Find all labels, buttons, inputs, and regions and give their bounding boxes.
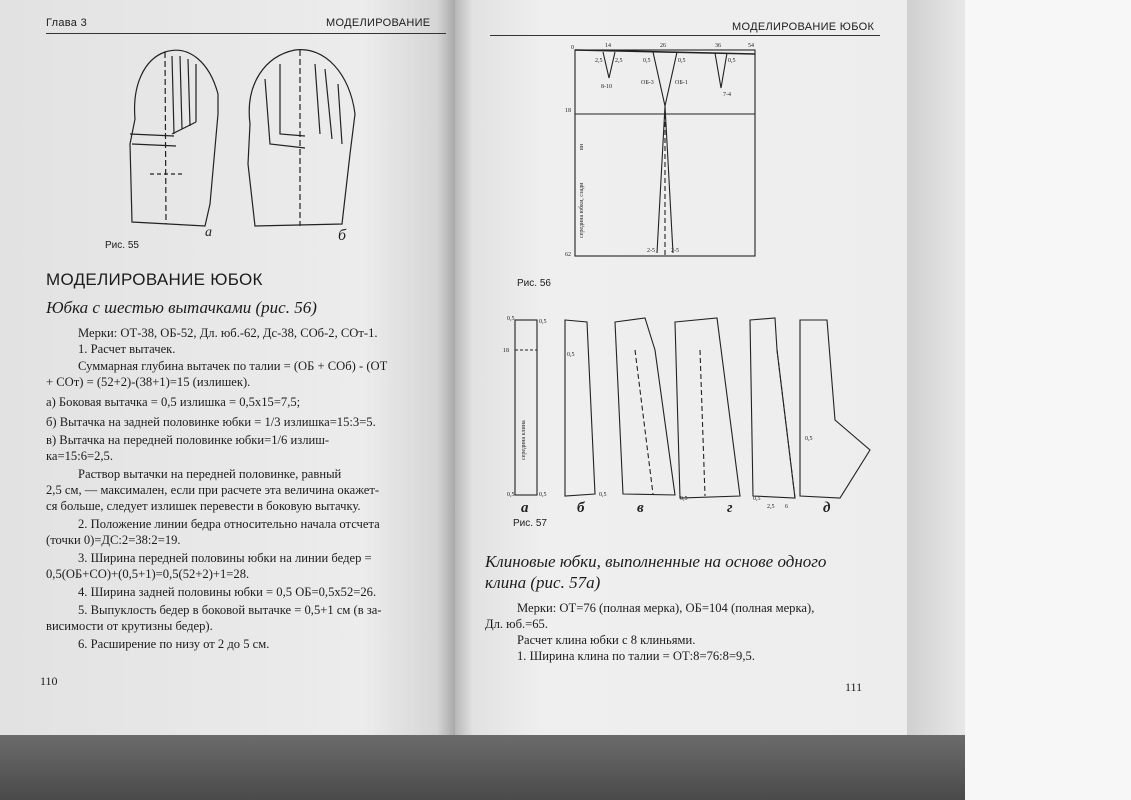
- text-line: Расчет клина юбки с 8 клиньями.: [517, 633, 696, 647]
- subsection-title: Юбка с шестью вытачками (рис. 56): [46, 298, 317, 317]
- text-line: б) Вытачка на задней половинке юбки = 1/3 излишка=15:3=5.: [46, 415, 376, 429]
- book-edge: [905, 0, 965, 800]
- fig57-label: 0,5: [507, 316, 515, 322]
- fig56-label: 8-10: [601, 84, 612, 90]
- fig57-label: 0,5: [507, 492, 515, 498]
- text-line: Дл. юб.=65.: [485, 617, 548, 631]
- subsection-title-cont: клина (рис. 57а): [485, 573, 601, 592]
- fig56-label: вн: [579, 143, 585, 150]
- fig57-label: 0,5: [805, 436, 813, 442]
- fig56-label: 36: [715, 43, 721, 49]
- fig56-label: ОБ-3: [641, 80, 654, 86]
- text-line: Раствор вытачки на передней половинке, равный: [78, 467, 342, 481]
- fig56-label: 0,5: [728, 58, 736, 64]
- fig57-label: 0,5: [599, 492, 607, 498]
- right-page: [455, 0, 907, 735]
- left-page: [0, 0, 455, 735]
- fig57-label: 0,5: [567, 352, 575, 358]
- header-rule: [490, 35, 880, 36]
- text-line: + СОт) = (52+2)-(38+1)=15 (излишек).: [46, 375, 251, 389]
- fig56-label: 2,5: [615, 58, 623, 64]
- running-head-title: МОДЕЛИРОВАНИЕ ЮБОК: [732, 21, 875, 33]
- text-line: 1. Расчет вытачек.: [78, 342, 176, 356]
- fig57-label: 6: [785, 504, 788, 510]
- fig57-label: 0,5: [753, 496, 761, 502]
- figure-57-gore-patterns: [495, 310, 895, 518]
- fig57-letter-d: д: [823, 500, 831, 516]
- fig57-letter-v: в: [637, 500, 644, 516]
- fig56-label: 2,5: [595, 58, 603, 64]
- text-line: висимости от крутизны бедер).: [46, 619, 213, 633]
- figure-55-caption: Рис. 55: [105, 240, 139, 251]
- text-line: а) Боковая вытачка = 0,5 излишка = 0,5х15=7,5;: [46, 395, 301, 409]
- page-number-right: 111: [845, 680, 863, 694]
- text-line: 3. Ширина передней половины юбки на линии бедер =: [78, 551, 372, 565]
- text-line: ся больше, следует излишек перевести в боковую вытачку.: [46, 499, 361, 513]
- section-title: МОДЕЛИРОВАНИЕ ЮБОК: [46, 270, 263, 289]
- fig57-label: 0,5: [539, 319, 547, 325]
- text-line: ка=15:6=2,5.: [46, 449, 114, 463]
- fig56-label: 2-5: [647, 248, 655, 254]
- fig57-letter-g: г: [727, 500, 733, 516]
- text-line: 1. Ширина клина по талии = ОТ:8=76:8=9,5.: [517, 649, 755, 663]
- fig56-label: середина юбки, сзади: [579, 182, 585, 238]
- running-head-title: МОДЕЛИРОВАНИЕ: [326, 17, 431, 29]
- header-rule: [46, 33, 446, 34]
- fig56-label: 18: [565, 108, 571, 114]
- fig56-label: 2-5: [671, 248, 679, 254]
- text-line: в) Вытачка на передней половинке юбки=1/6 излиш-: [46, 433, 330, 447]
- fig57-label: 18: [503, 348, 509, 354]
- text-line: 2,5 см, — максимален, если при расчете эта величина окажет-: [46, 483, 380, 497]
- fig56-label: 0: [571, 45, 574, 51]
- fig57-label: 2,5: [767, 504, 775, 510]
- figure-letter-b: б: [338, 227, 347, 244]
- text-line: Мерки: ОТ-38, ОБ-52, Дл. юб.-62, Дс-38, СОб-2, СОт-1.: [78, 326, 378, 340]
- fig56-label: 54: [748, 43, 754, 49]
- subsection-title: Клиновые юбки, выполненные на основе одного: [485, 552, 827, 571]
- figure-letter-a: а: [205, 225, 212, 240]
- text-line: 0,5(ОБ+СО)+(0,5+1)=0,5(52+2)+1=28.: [46, 567, 250, 581]
- book-bottom-edge: [0, 735, 965, 800]
- fig57-label: 0,5: [539, 492, 547, 498]
- fig57-letter-a: а: [521, 500, 529, 516]
- figure-57-caption: Рис. 57: [513, 518, 547, 529]
- fig57-letter-b: б: [577, 500, 585, 516]
- text-line: Суммарная глубина вытачек по талии = (ОБ + СОб) - (ОТ: [78, 359, 388, 373]
- text-line: (точки 0)=ДС:2=38:2=19.: [46, 533, 181, 547]
- figure-56-caption: Рис. 56: [517, 278, 551, 289]
- figure-55-sleeve-patterns: [110, 44, 410, 244]
- fig56-label: 62: [565, 252, 571, 258]
- page-number-left: 110: [40, 674, 58, 688]
- running-head-chapter: Глава 3: [46, 17, 87, 29]
- fig56-label: 14: [605, 43, 611, 49]
- text-line: 5. Выпуклость бедер в боковой вытачке = 0,5+1 см (в за-: [78, 603, 382, 617]
- fig56-label: ОБ-1: [675, 80, 688, 86]
- fig57-label: 0,5: [680, 496, 688, 502]
- fig56-label: 0,5: [678, 58, 686, 64]
- fig56-label: 7-4: [723, 92, 731, 98]
- text-line: 6. Расширение по низу от 2 до 5 см.: [78, 637, 270, 651]
- text-line: 2. Положение линии бедра относительно начала отсчета: [78, 517, 380, 531]
- text-line: Мерки: ОТ=76 (полная мерка), ОБ=104 (полная мерка),: [517, 601, 815, 615]
- fig57-label: середина клина: [521, 420, 527, 460]
- fig56-label: 26: [660, 43, 666, 49]
- fig56-label: 0,5: [643, 58, 651, 64]
- text-line: 4. Ширина задней половины юбки = 0,5 ОБ=0,5х52=26.: [78, 585, 377, 599]
- figure-56-skirt-draft: [555, 38, 775, 263]
